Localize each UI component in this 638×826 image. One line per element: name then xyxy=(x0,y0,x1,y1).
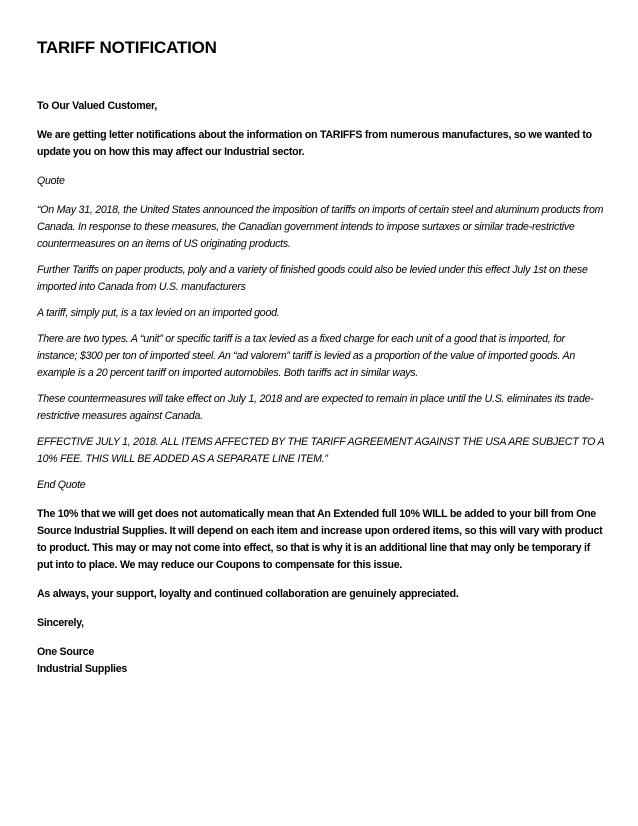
quote-paragraph: These countermeasures will take effect on July 1, 2018 and are expected to remain in place until the U.S. eliminates its trade-restrictive measures against Canada. xyxy=(37,393,594,422)
signature-line: Industrial Supplies xyxy=(37,663,128,675)
intro-paragraph: We are getting letter notifications about the information on TARIFFS from numerous manufactures, so we wanted to update you on how this may affect our Industrial sector. xyxy=(37,129,592,158)
document-title: TARIFF NOTIFICATION xyxy=(37,38,217,57)
thanks-paragraph: As always, your support, loyalty and continued collaboration are genuinely appreciated. xyxy=(37,588,459,600)
letter-page xyxy=(37,38,605,678)
quote-paragraph: “On May 31, 2018, the United States announced the imposition of tariffs on imports of certain steel and aluminum products from Canada. In response to these measures, the Canadian government intends to impose surtaxes or similar trade-restrictive countermeasures on an items of US originating products. xyxy=(37,204,604,250)
signature-line: One Source xyxy=(37,646,94,658)
quote-paragraph: Further Tariffs on paper products, poly and a variety of finished goods could also be levied under this effect July 1st on these imported into Canada from U.S. manufacturers xyxy=(37,264,588,293)
quote-paragraph: EFFECTIVE JULY 1, 2018. ALL ITEMS AFFECTED BY THE TARIFF AGREEMENT AGAINST THE USA ARE SUBJECT TO A 10% FEE. THIS WILL BE ADDED AS A SEPARATE LINE ITEM.” xyxy=(37,436,604,465)
quote-paragraph: There are two types. A “unit” or specific tariff is a tax levied as a fixed charge for each unit of a good that is imported, for instance; $300 per ton of imported steel. An “ad valorem” tariff is levied as a proportion of the value of imported goods. An example is a 20 percent tariff on imported automobiles. Both tariffs act in similar ways. xyxy=(37,333,575,379)
closing: Sincerely, xyxy=(37,617,84,629)
salutation: To Our Valued Customer, xyxy=(37,100,158,112)
quote-paragraph: A tariff, simply put, is a tax levied on an imported good. xyxy=(37,307,280,319)
notice-paragraph: The 10% that we will get does not automatically mean that An Extended full 10% WILL be added to your bill from One Source Industrial Supplies. It will depend on each item and increase upon ordered items, so this will vary with product to product. This may or may not come into effect, so that is why it is an additional line that may only be temporary if put into to place. We may reduce our Coupons to compensate for this issue. xyxy=(37,508,603,571)
quote-open-label: Quote xyxy=(37,175,65,187)
quote-close-label: End Quote xyxy=(37,479,86,491)
